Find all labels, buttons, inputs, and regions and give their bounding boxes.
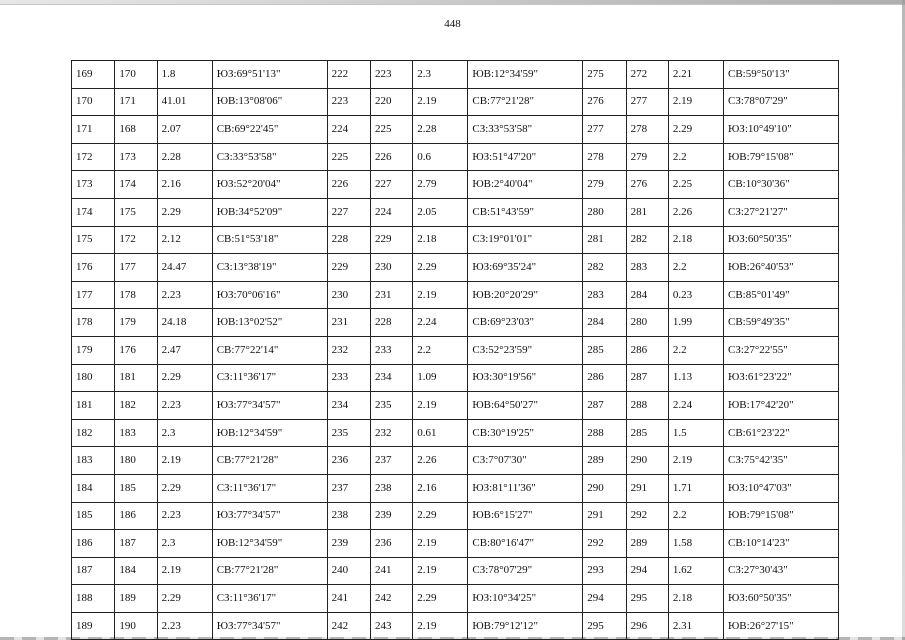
cell-segment-length: 2.3 xyxy=(157,419,212,447)
cell-segment-length: 2.19 xyxy=(413,88,468,116)
cell-point-from: 278 xyxy=(583,143,626,171)
cell-bearing: ЮВ:6°15'27" xyxy=(468,502,583,530)
cell-point-from: 222 xyxy=(327,61,370,89)
cell-segment-length: 2.29 xyxy=(157,474,212,502)
cell-point-from: 233 xyxy=(327,364,370,392)
cell-segment-length: 2.23 xyxy=(157,392,212,420)
cell-point-from: 179 xyxy=(72,336,115,364)
cell-point-to: 220 xyxy=(371,88,413,116)
cell-segment-length: 2.29 xyxy=(157,198,212,226)
cell-point-to: 228 xyxy=(371,309,413,337)
cell-bearing: СЗ:13°38'19" xyxy=(212,254,327,282)
cell-segment-length: 2.19 xyxy=(413,530,468,558)
cell-segment-length: 2.28 xyxy=(413,116,468,144)
cell-point-to: 189 xyxy=(115,585,157,613)
cell-point-to: 226 xyxy=(371,143,413,171)
cell-bearing: ЮВ:12°34'59" xyxy=(468,61,583,89)
cell-point-from: 226 xyxy=(327,171,370,199)
cell-bearing: ЮВ:12°34'59" xyxy=(212,419,327,447)
cell-point-to: 224 xyxy=(371,198,413,226)
cell-segment-length: 2.79 xyxy=(413,171,468,199)
cell-point-to: 283 xyxy=(626,254,668,282)
cell-bearing: ЮВ:12°34'59" xyxy=(212,530,327,558)
cell-point-from: 229 xyxy=(327,254,370,282)
cell-segment-length: 2.18 xyxy=(668,585,723,613)
cell-point-to: 278 xyxy=(626,116,668,144)
cell-segment-length: 1.09 xyxy=(413,364,468,392)
cell-point-to: 172 xyxy=(115,226,157,254)
cell-point-from: 239 xyxy=(327,530,370,558)
cell-bearing: ЮВ:2°40'04" xyxy=(468,171,583,199)
cell-point-from: 183 xyxy=(72,447,115,475)
cell-segment-length: 2.29 xyxy=(157,585,212,613)
cell-bearing: ЮЗ:10°47'03" xyxy=(724,474,839,502)
cell-segment-length: 2.24 xyxy=(413,309,468,337)
cell-segment-length: 24.18 xyxy=(157,309,212,337)
cell-segment-length: 1.13 xyxy=(668,364,723,392)
cell-point-to: 286 xyxy=(626,336,668,364)
cell-bearing: СЗ:78°07'29" xyxy=(724,88,839,116)
cell-segment-length: 2.16 xyxy=(157,171,212,199)
cell-point-from: 231 xyxy=(327,309,370,337)
cell-bearing: ЮЗ:10°49'10" xyxy=(724,116,839,144)
cell-point-from: 171 xyxy=(72,116,115,144)
cell-bearing: ЮЗ:81°11'36" xyxy=(468,474,583,502)
cell-point-to: 225 xyxy=(371,116,413,144)
cell-bearing: СЗ:27°21'27" xyxy=(724,198,839,226)
cell-point-to: 295 xyxy=(626,585,668,613)
cell-point-to: 234 xyxy=(371,364,413,392)
cell-point-from: 291 xyxy=(583,502,626,530)
cell-point-from: 228 xyxy=(327,226,370,254)
cell-bearing: СВ:77°21'28" xyxy=(468,88,583,116)
table-row xyxy=(72,61,839,89)
cell-bearing: ЮВ:64°50'27" xyxy=(468,392,583,420)
cell-bearing: СВ:51°43'59" xyxy=(468,198,583,226)
cell-segment-length: 2.2 xyxy=(413,336,468,364)
cell-point-to: 190 xyxy=(115,612,157,640)
boundary-table xyxy=(71,60,839,640)
table-row xyxy=(72,530,839,558)
cell-point-to: 290 xyxy=(626,447,668,475)
cell-point-from: 282 xyxy=(583,254,626,282)
cell-bearing: ЮВ:13°08'06" xyxy=(212,88,327,116)
cell-point-from: 236 xyxy=(327,447,370,475)
cell-point-to: 232 xyxy=(371,419,413,447)
table-row xyxy=(72,143,839,171)
cell-segment-length: 2.05 xyxy=(413,198,468,226)
cell-point-from: 240 xyxy=(327,557,370,585)
cell-point-to: 279 xyxy=(626,143,668,171)
cell-bearing: СВ:77°21'28" xyxy=(212,447,327,475)
cell-segment-length: 2.47 xyxy=(157,336,212,364)
cell-point-from: 180 xyxy=(72,364,115,392)
cell-point-to: 284 xyxy=(626,281,668,309)
cell-point-from: 189 xyxy=(72,612,115,640)
cell-point-to: 179 xyxy=(115,309,157,337)
cell-bearing: СЗ:33°53'58" xyxy=(468,116,583,144)
cell-bearing: СЗ:11°36'17" xyxy=(212,474,327,502)
cell-bearing: ЮЗ:69°51'13" xyxy=(212,61,327,89)
cell-point-from: 285 xyxy=(583,336,626,364)
cell-point-from: 276 xyxy=(583,88,626,116)
cell-bearing: СВ:59°50'13" xyxy=(724,61,839,89)
cell-point-to: 178 xyxy=(115,281,157,309)
table-row xyxy=(72,336,839,364)
cell-point-to: 276 xyxy=(626,171,668,199)
cell-point-to: 183 xyxy=(115,419,157,447)
cell-point-to: 175 xyxy=(115,198,157,226)
table-row xyxy=(72,557,839,585)
cell-bearing: ЮЗ:77°34'57" xyxy=(212,502,327,530)
cell-bearing: СВ:51°53'18" xyxy=(212,226,327,254)
cell-point-from: 177 xyxy=(72,281,115,309)
cell-point-from: 242 xyxy=(327,612,370,640)
cell-point-from: 280 xyxy=(583,198,626,226)
cell-point-to: 285 xyxy=(626,419,668,447)
table-row xyxy=(72,198,839,226)
cell-segment-length: 2.2 xyxy=(668,143,723,171)
cell-point-to: 238 xyxy=(371,474,413,502)
cell-segment-length: 2.19 xyxy=(157,447,212,475)
cell-point-from: 241 xyxy=(327,585,370,613)
cell-point-to: 282 xyxy=(626,226,668,254)
cell-point-from: 227 xyxy=(327,198,370,226)
table-row xyxy=(72,88,839,116)
cell-bearing: СЗ:11°36'17" xyxy=(212,364,327,392)
cell-point-to: 171 xyxy=(115,88,157,116)
cell-bearing: СЗ:75°42'35" xyxy=(724,447,839,475)
cell-point-to: 177 xyxy=(115,254,157,282)
cell-point-from: 277 xyxy=(583,116,626,144)
cell-point-to: 291 xyxy=(626,474,668,502)
cell-segment-length: 2.29 xyxy=(668,116,723,144)
cell-point-to: 229 xyxy=(371,226,413,254)
cell-point-from: 187 xyxy=(72,557,115,585)
cell-point-to: 272 xyxy=(626,61,668,89)
cell-point-to: 239 xyxy=(371,502,413,530)
cell-bearing: ЮЗ:51°47'20" xyxy=(468,143,583,171)
cell-point-from: 295 xyxy=(583,612,626,640)
scan-edge-top-line xyxy=(0,4,905,5)
cell-segment-length: 2.19 xyxy=(413,392,468,420)
cell-segment-length: 2.2 xyxy=(668,254,723,282)
cell-bearing: ЮЗ:61°23'22" xyxy=(724,364,839,392)
cell-segment-length: 2.16 xyxy=(413,474,468,502)
cell-point-from: 292 xyxy=(583,530,626,558)
cell-point-from: 293 xyxy=(583,557,626,585)
cell-segment-length: 2.19 xyxy=(668,447,723,475)
table-row xyxy=(72,585,839,613)
cell-bearing: СВ:77°21'28" xyxy=(212,557,327,585)
cell-point-to: 223 xyxy=(371,61,413,89)
table-row xyxy=(72,474,839,502)
cell-segment-length: 1.5 xyxy=(668,419,723,447)
cell-point-to: 182 xyxy=(115,392,157,420)
cell-point-from: 237 xyxy=(327,474,370,502)
cell-segment-length: 2.31 xyxy=(668,612,723,640)
cell-point-from: 184 xyxy=(72,474,115,502)
cell-point-to: 277 xyxy=(626,88,668,116)
cell-segment-length: 2.19 xyxy=(413,557,468,585)
cell-point-to: 227 xyxy=(371,171,413,199)
cell-point-to: 176 xyxy=(115,336,157,364)
cell-point-from: 275 xyxy=(583,61,626,89)
cell-point-from: 169 xyxy=(72,61,115,89)
cell-bearing: СВ:69°23'03" xyxy=(468,309,583,337)
table-row xyxy=(72,309,839,337)
cell-segment-length: 2.18 xyxy=(413,226,468,254)
cell-point-from: 281 xyxy=(583,226,626,254)
cell-bearing: ЮЗ:30°19'56" xyxy=(468,364,583,392)
cell-point-from: 279 xyxy=(583,171,626,199)
cell-point-to: 288 xyxy=(626,392,668,420)
cell-segment-length: 2.23 xyxy=(157,502,212,530)
cell-bearing: СЗ:7°07'30" xyxy=(468,447,583,475)
cell-point-to: 243 xyxy=(371,612,413,640)
cell-bearing: ЮЗ:77°34'57" xyxy=(212,392,327,420)
cell-point-to: 187 xyxy=(115,530,157,558)
cell-point-from: 172 xyxy=(72,143,115,171)
table-row xyxy=(72,612,839,640)
cell-bearing: СВ:10°30'36" xyxy=(724,171,839,199)
cell-point-to: 185 xyxy=(115,474,157,502)
cell-bearing: СВ:80°16'47" xyxy=(468,530,583,558)
cell-bearing: ЮВ:34°52'09" xyxy=(212,198,327,226)
cell-bearing: ЮЗ:77°34'57" xyxy=(212,612,327,640)
cell-segment-length: 2.23 xyxy=(157,612,212,640)
cell-segment-length: 0.23 xyxy=(668,281,723,309)
cell-point-from: 223 xyxy=(327,88,370,116)
cell-segment-length: 1.71 xyxy=(668,474,723,502)
cell-point-to: 292 xyxy=(626,502,668,530)
cell-segment-length: 0.6 xyxy=(413,143,468,171)
cell-segment-length: 2.23 xyxy=(157,281,212,309)
table-row xyxy=(72,502,839,530)
cell-bearing: СВ:61°23'22" xyxy=(724,419,839,447)
table-row xyxy=(72,254,839,282)
cell-point-from: 225 xyxy=(327,143,370,171)
cell-point-to: 241 xyxy=(371,557,413,585)
cell-bearing: СЗ:27°22'55" xyxy=(724,336,839,364)
cell-bearing: ЮЗ:52°20'04" xyxy=(212,171,327,199)
cell-segment-length: 2.2 xyxy=(668,336,723,364)
cell-point-from: 289 xyxy=(583,447,626,475)
cell-bearing: ЮВ:20°20'29" xyxy=(468,281,583,309)
cell-segment-length: 2.29 xyxy=(413,585,468,613)
cell-point-to: 231 xyxy=(371,281,413,309)
cell-segment-length: 41.01 xyxy=(157,88,212,116)
cell-point-from: 234 xyxy=(327,392,370,420)
cell-segment-length: 1.99 xyxy=(668,309,723,337)
cell-point-to: 174 xyxy=(115,171,157,199)
cell-point-from: 188 xyxy=(72,585,115,613)
cell-point-from: 185 xyxy=(72,502,115,530)
cell-point-to: 168 xyxy=(115,116,157,144)
cell-segment-length: 2.26 xyxy=(668,198,723,226)
cell-point-from: 294 xyxy=(583,585,626,613)
cell-segment-length: 2.28 xyxy=(157,143,212,171)
cell-point-from: 287 xyxy=(583,392,626,420)
cell-point-from: 238 xyxy=(327,502,370,530)
cell-point-from: 173 xyxy=(72,171,115,199)
table-body xyxy=(72,61,839,640)
cell-segment-length: 2.29 xyxy=(157,364,212,392)
cell-bearing: СВ:85°01'49" xyxy=(724,281,839,309)
cell-segment-length: 2.29 xyxy=(413,502,468,530)
cell-segment-length: 2.2 xyxy=(668,502,723,530)
cell-point-from: 178 xyxy=(72,309,115,337)
cell-point-to: 236 xyxy=(371,530,413,558)
cell-bearing: СЗ:27°30'43" xyxy=(724,557,839,585)
cell-segment-length: 1.8 xyxy=(157,61,212,89)
cell-segment-length: 2.12 xyxy=(157,226,212,254)
cell-point-to: 296 xyxy=(626,612,668,640)
cell-bearing: ЮВ:79°15'08" xyxy=(724,502,839,530)
cell-point-from: 186 xyxy=(72,530,115,558)
cell-point-from: 174 xyxy=(72,198,115,226)
cell-bearing: СВ:30°19'25" xyxy=(468,419,583,447)
cell-point-to: 186 xyxy=(115,502,157,530)
cell-segment-length: 2.07 xyxy=(157,116,212,144)
cell-segment-length: 2.19 xyxy=(668,88,723,116)
cell-point-to: 230 xyxy=(371,254,413,282)
cell-bearing: СВ:10°14'23" xyxy=(724,530,839,558)
cell-segment-length: 1.62 xyxy=(668,557,723,585)
cell-bearing: ЮВ:26°27'15" xyxy=(724,612,839,640)
cell-point-from: 224 xyxy=(327,116,370,144)
cell-point-from: 288 xyxy=(583,419,626,447)
cell-segment-length: 2.26 xyxy=(413,447,468,475)
cell-point-from: 284 xyxy=(583,309,626,337)
table-row xyxy=(72,116,839,144)
cell-segment-length: 2.24 xyxy=(668,392,723,420)
cell-point-to: 235 xyxy=(371,392,413,420)
cell-segment-length: 2.19 xyxy=(157,557,212,585)
cell-point-to: 237 xyxy=(371,447,413,475)
cell-bearing: ЮВ:79°15'08" xyxy=(724,143,839,171)
table-row xyxy=(72,281,839,309)
cell-segment-length: 2.25 xyxy=(668,171,723,199)
cell-segment-length: 2.19 xyxy=(413,281,468,309)
cell-segment-length: 2.18 xyxy=(668,226,723,254)
table-row xyxy=(72,364,839,392)
cell-bearing: ЮЗ:10°34'25" xyxy=(468,585,583,613)
table-row xyxy=(72,447,839,475)
cell-point-to: 281 xyxy=(626,198,668,226)
cell-point-from: 181 xyxy=(72,392,115,420)
page-number: 448 xyxy=(444,18,461,30)
cell-point-to: 184 xyxy=(115,557,157,585)
cell-point-to: 233 xyxy=(371,336,413,364)
table-row xyxy=(72,171,839,199)
cell-point-from: 170 xyxy=(72,88,115,116)
cell-segment-length: 2.29 xyxy=(413,254,468,282)
cell-bearing: СВ:69°22'45" xyxy=(212,116,327,144)
cell-point-to: 280 xyxy=(626,309,668,337)
cell-point-to: 180 xyxy=(115,447,157,475)
cell-point-to: 173 xyxy=(115,143,157,171)
cell-segment-length: 2.19 xyxy=(413,612,468,640)
cell-bearing: ЮЗ:60°50'35" xyxy=(724,585,839,613)
cell-point-to: 170 xyxy=(115,61,157,89)
cell-point-to: 289 xyxy=(626,530,668,558)
cell-bearing: СЗ:52°23'59" xyxy=(468,336,583,364)
cell-bearing: СЗ:19°01'01" xyxy=(468,226,583,254)
cell-bearing: ЮВ:17°42'20" xyxy=(724,392,839,420)
cell-point-to: 294 xyxy=(626,557,668,585)
cell-segment-length: 2.3 xyxy=(157,530,212,558)
cell-point-from: 290 xyxy=(583,474,626,502)
cell-point-to: 242 xyxy=(371,585,413,613)
cell-segment-length: 1.58 xyxy=(668,530,723,558)
cell-bearing: СЗ:33°53'58" xyxy=(212,143,327,171)
cell-point-from: 175 xyxy=(72,226,115,254)
table-row xyxy=(72,226,839,254)
cell-bearing: СВ:77°22'14" xyxy=(212,336,327,364)
table-row xyxy=(72,419,839,447)
cell-bearing: СЗ:11°36'17" xyxy=(212,585,327,613)
cell-bearing: ЮЗ:70°06'16" xyxy=(212,281,327,309)
cell-point-from: 232 xyxy=(327,336,370,364)
cell-segment-length: 2.21 xyxy=(668,61,723,89)
cell-point-from: 230 xyxy=(327,281,370,309)
cell-point-from: 283 xyxy=(583,281,626,309)
cell-bearing: СЗ:78°07'29" xyxy=(468,557,583,585)
cell-bearing: ЮВ:26°40'53" xyxy=(724,254,839,282)
cell-point-to: 287 xyxy=(626,364,668,392)
cell-bearing: ЮВ:13°02'52" xyxy=(212,309,327,337)
cell-segment-length: 24.47 xyxy=(157,254,212,282)
cell-bearing: ЮЗ:60°50'35" xyxy=(724,226,839,254)
cell-point-from: 182 xyxy=(72,419,115,447)
cell-point-from: 176 xyxy=(72,254,115,282)
cell-segment-length: 0.61 xyxy=(413,419,468,447)
cell-point-to: 181 xyxy=(115,364,157,392)
table-row xyxy=(72,392,839,420)
cell-bearing: СВ:59°49'35" xyxy=(724,309,839,337)
cell-point-from: 235 xyxy=(327,419,370,447)
cell-segment-length: 2.3 xyxy=(413,61,468,89)
cell-point-from: 286 xyxy=(583,364,626,392)
cell-bearing: ЮЗ:69°35'24" xyxy=(468,254,583,282)
cell-bearing: ЮВ:79°12'12" xyxy=(468,612,583,640)
